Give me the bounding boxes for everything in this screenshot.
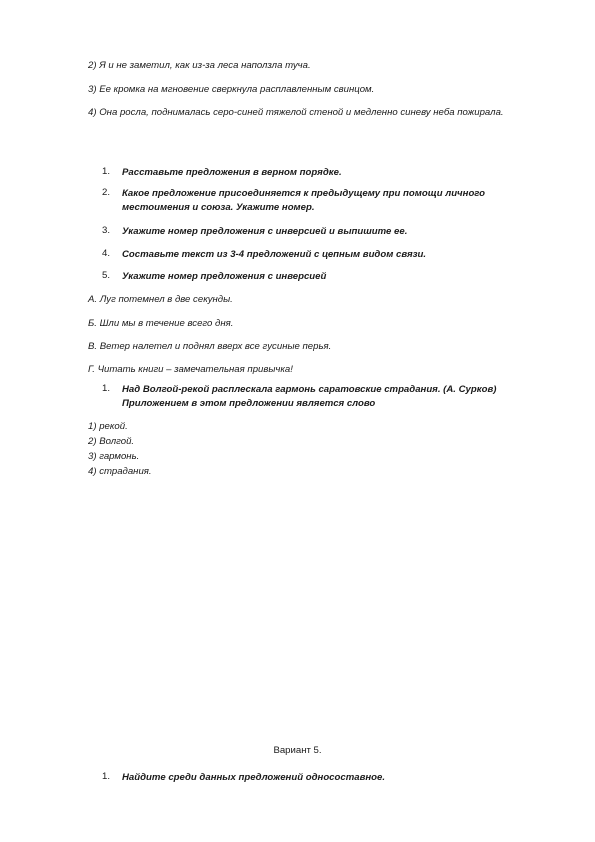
- top-line-3: 3) Ее кромка на мгновение сверкнула расплавленным свинцом.: [88, 84, 375, 95]
- task-number: 1.: [102, 383, 111, 394]
- sentence-a: А. Луг потемнел в две секунды.: [88, 294, 233, 305]
- top-line-2: 2) Я и не заметил, как из-за леса наползла туча.: [88, 60, 311, 71]
- task-number: 1.: [102, 771, 111, 782]
- task-text: Найдите среди данных предложений односоставное.: [122, 772, 386, 783]
- task-number: 1.: [102, 166, 111, 177]
- task-number: 3.: [102, 225, 111, 236]
- option-4: 4) страдания.: [88, 466, 152, 477]
- task-number: 4.: [102, 248, 111, 259]
- task-text: Какое предложение присоединяется к предыдущему при помощи личного местоимения и союза. Укажите номер.: [122, 188, 486, 213]
- task-text: Расставьте предложения в верном порядке.: [122, 167, 342, 178]
- top-line-4: 4) Она росла, поднималась серо-синей тяжелой стеной и медленно синеву неба пожирала.: [88, 107, 504, 118]
- sentence-v: В. Ветер налетел и поднял вверх все гусиные перья.: [88, 341, 332, 352]
- task-text: Укажите номер предложения с инверсией и выпишите ее.: [122, 226, 408, 237]
- task-text: Составьте текст из 3-4 предложений с цепным видом связи.: [122, 249, 427, 260]
- task-number: 5.: [102, 270, 111, 281]
- sentence-g: Г. Читать книги – замечательная привычка!: [88, 364, 293, 375]
- option-1: 1) рекой.: [88, 421, 128, 432]
- option-2: 2) Волгой.: [88, 436, 135, 447]
- task-number: 2.: [102, 187, 111, 198]
- sentence-b: Б. Шли мы в течение всего дня.: [88, 318, 234, 329]
- task-text: Укажите номер предложения с инверсией: [122, 271, 327, 282]
- task-text: Над Волгой-рекой расплескала гармонь саратовские страдания. (А. Сурков) Приложением в этом предложении является слово: [122, 384, 497, 409]
- variant-heading: Вариант 5.: [273, 745, 322, 756]
- option-3: 3) гармонь.: [88, 451, 140, 462]
